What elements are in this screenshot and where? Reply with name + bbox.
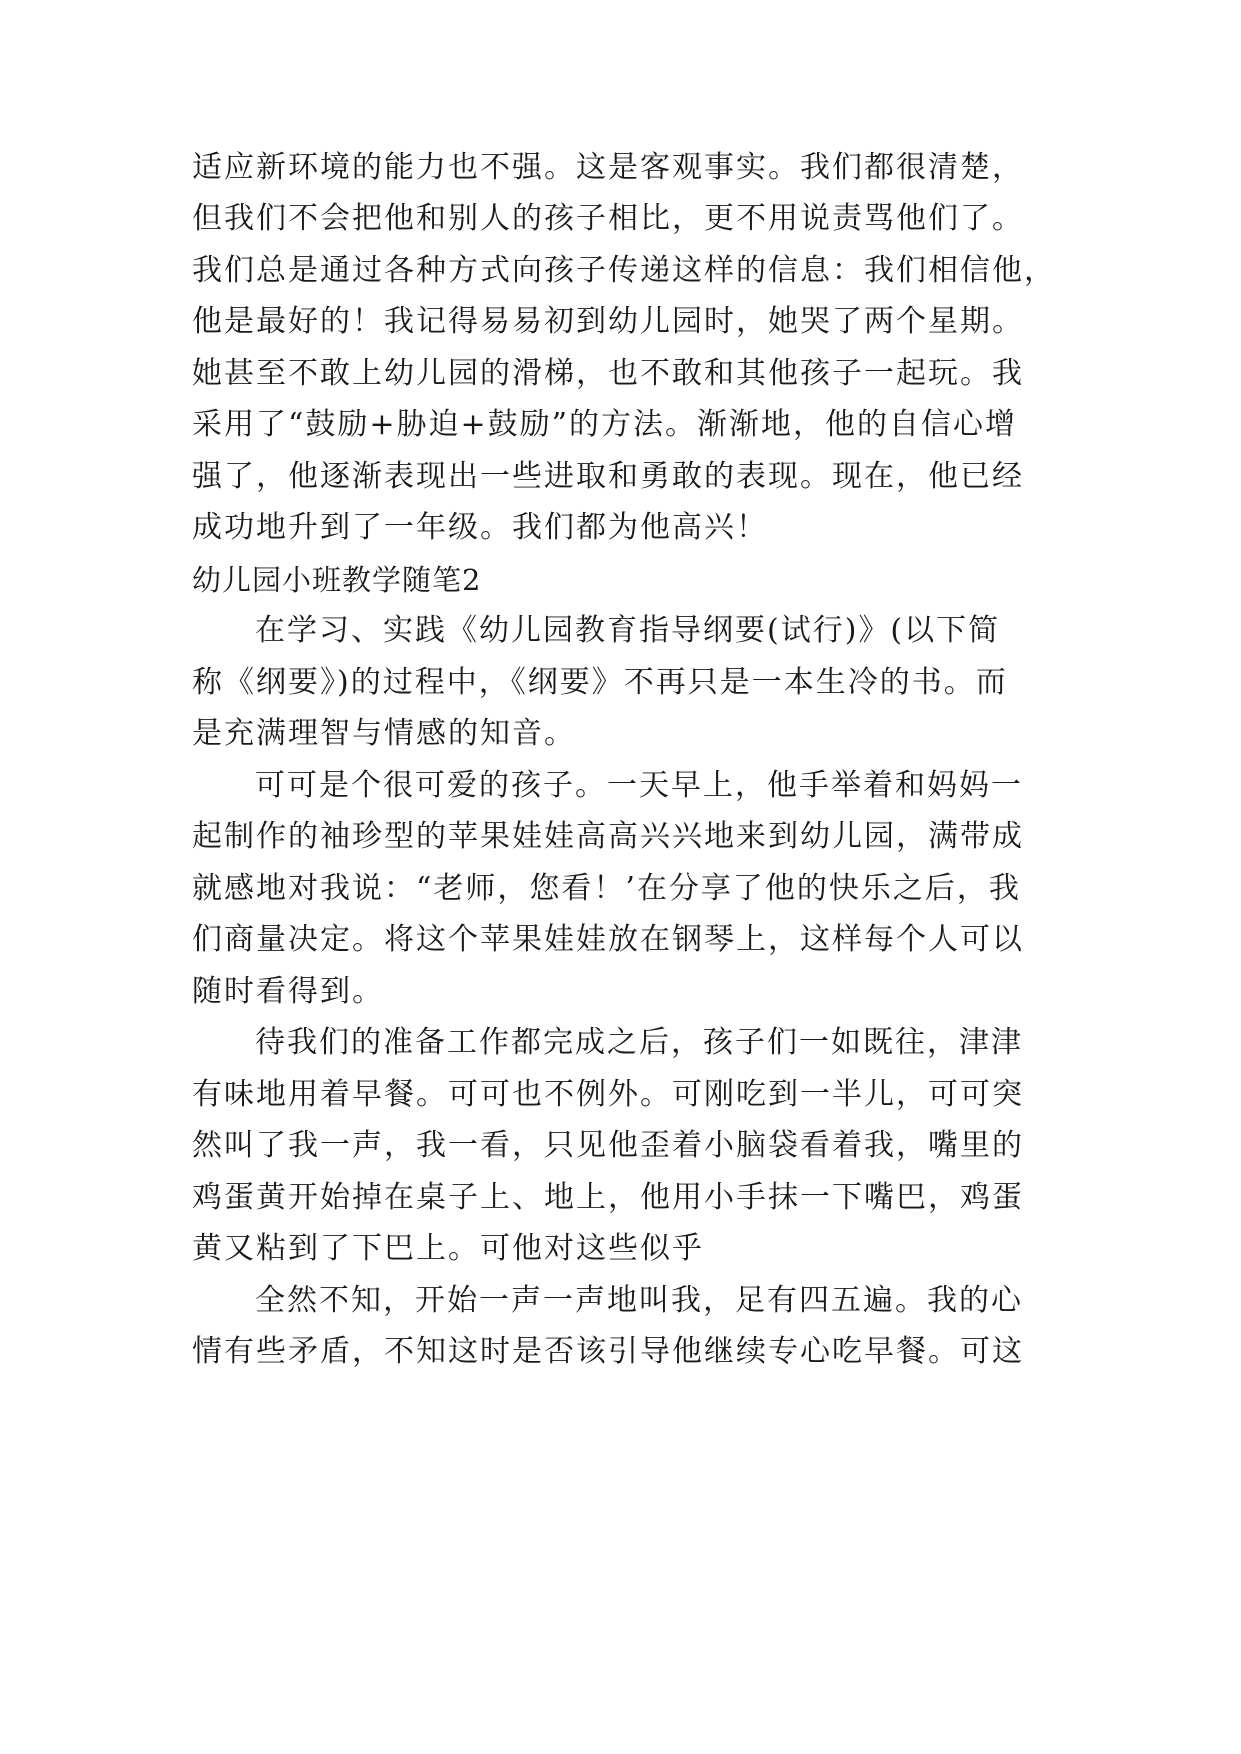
text-line: 他是最好的！我记得易易初到幼儿园时，她哭了两个星期。 <box>192 304 1024 339</box>
section-heading: 幼儿园小班教学随笔2 <box>192 563 482 597</box>
text-line: 成功地升到了一年级。我们都为他高兴！ <box>192 510 768 545</box>
text-line: 全然不知，开始一声一声地叫我，足有四五遍。我的心 <box>255 1283 1023 1318</box>
text-line: 强了，他逐渐表现出一些进取和勇敢的表现。现在，他已经 <box>192 459 1024 494</box>
text-line: 有味地用着早餐。可可也不例外。可刚吃到一半儿，可可突 <box>192 1077 1024 1112</box>
text-line: 起制作的袖珍型的苹果娃娃高高兴兴地来到幼儿园，满带成 <box>192 819 1024 854</box>
text-line: 鸡蛋黄开始掉在桌子上、地上，他用小手抹一下嘴巴，鸡蛋 <box>192 1180 1024 1215</box>
text-line: 情有些矛盾，不知这时是否该引导他继续专心吃早餐。可这 <box>192 1334 1024 1369</box>
text-line: 但我们不会把他和别人的孩子相比，更不用说责骂他们了。 <box>192 201 1024 236</box>
text-line: 黄又粘到了下巴上。可他对这些似乎 <box>192 1231 704 1266</box>
text-line: 采用了“鼓励+胁迫+鼓励”的方法。渐渐地，他的自信心增 <box>192 407 1017 442</box>
text-line: 然叫了我一声，我一看，只见他歪着小脑袋看着我，嘴里的 <box>192 1128 1024 1163</box>
text-line: 称《纲要》)的过程中，《纲要》不再只是一本生冷的书。而 <box>192 665 1008 700</box>
text-line: 我们总是通过各种方式向孩子传递这样的信息：我们相信他， <box>192 253 1056 288</box>
text-line: 可可是个很可爱的孩子。一天早上，他手举着和妈妈一 <box>255 768 1023 803</box>
text-line: 她甚至不敢上幼儿园的滑梯，也不敢和其他孩子一起玩。我 <box>192 356 1024 391</box>
text-line: 在学习、实践《幼儿园教育指导纲要(试行)》(以下简 <box>255 613 1001 648</box>
text-line: 适应新环境的能力也不强。这是客观事实。我们都很清楚， <box>192 150 1024 185</box>
text-line: 随时看得到。 <box>192 974 384 1009</box>
text-line: 是充满理智与情感的知音。 <box>192 716 576 751</box>
text-line: 们商量决定。将这个苹果娃娃放在钢琴上，这样每个人可以 <box>192 922 1024 957</box>
text-line: 就感地对我说：“老师，您看！’在分享了他的快乐之后，我 <box>192 871 1021 906</box>
text-line: 待我们的准备工作都完成之后，孩子们一如既往，津津 <box>255 1025 1023 1060</box>
